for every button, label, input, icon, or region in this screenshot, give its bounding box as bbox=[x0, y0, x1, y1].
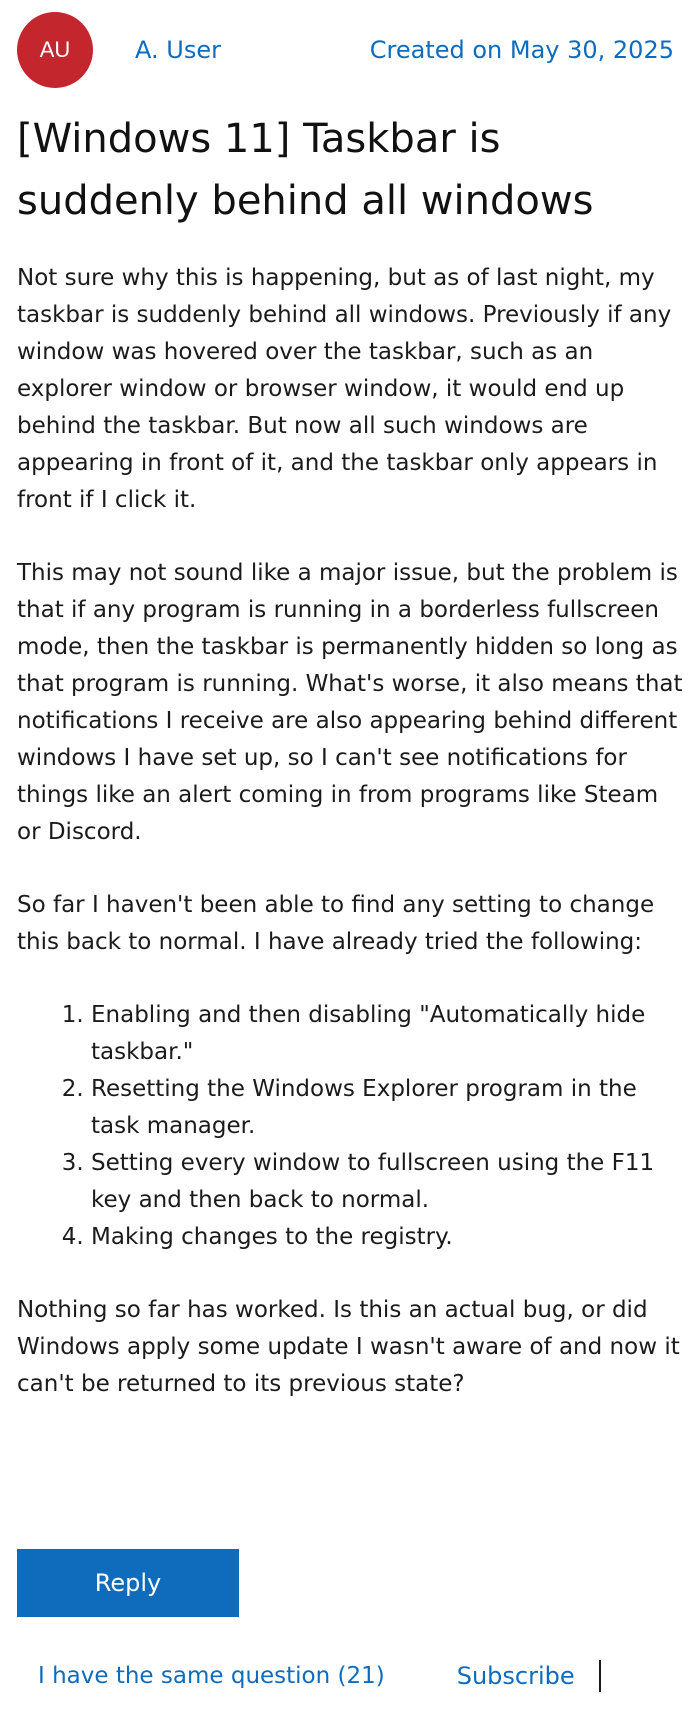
page-title: [Windows 11] Taskbar is suddenly behind all windows bbox=[17, 116, 594, 224]
post-body bbox=[17, 260, 686, 1439]
created-date: Created on May 30, 2025 bbox=[369, 36, 674, 64]
list-item: 2. Resetting the Windows Explorer program in the task manager. bbox=[91, 1071, 686, 1145]
list-item: 1. Enabling and then disabling "Automatically hide taskbar." bbox=[91, 997, 686, 1071]
divider bbox=[599, 1660, 601, 1692]
list-item: 3. Setting every window to fullscreen using the F11 key and then back to normal. bbox=[91, 1145, 686, 1219]
subscribe-link[interactable]: Subscribe bbox=[456, 1662, 575, 1690]
author-link[interactable]: A. User bbox=[135, 36, 221, 64]
body-paragraph-closing: Nothing so far has worked. Is this an actual bug, or did Windows apply some update I wasn't aware of and now it can't be returned to its previous state? bbox=[17, 1297, 680, 1397]
same-question-button[interactable]: I have the same question (21) bbox=[38, 1663, 385, 1689]
body-paragraph: This may not sound like a major issue, but the problem is that if any program is running in a borderless fullscreen mode, then the taskbar is permanently hidden so long as that program is running. What's worse, it also means that notifications I receive are also appearing behind different windows I have set up, so I can't see notifications for things like an alert coming in from programs like Steam or Discord. bbox=[17, 560, 683, 845]
body-paragraph: So far I haven't been able to find any setting to change this back to normal. I have already tried the following: bbox=[17, 892, 655, 955]
list-item: 4. Making changes to the registry. bbox=[91, 1219, 686, 1256]
post-footer bbox=[38, 1654, 660, 1698]
avatar[interactable]: AU bbox=[17, 12, 93, 88]
body-paragraph: Not sure why this is happening, but as of last night, my taskbar is suddenly behind all windows. Previously if any window was hovered over the taskbar, such as an explorer window or browser window, it would end up behind the taskbar. But now all such windows are appearing in front of it, and the taskbar only appears in front if I click it. bbox=[17, 265, 672, 513]
tried-steps-list bbox=[17, 997, 686, 1256]
reply-button[interactable]: Reply bbox=[17, 1549, 239, 1617]
post-header bbox=[17, 12, 674, 88]
